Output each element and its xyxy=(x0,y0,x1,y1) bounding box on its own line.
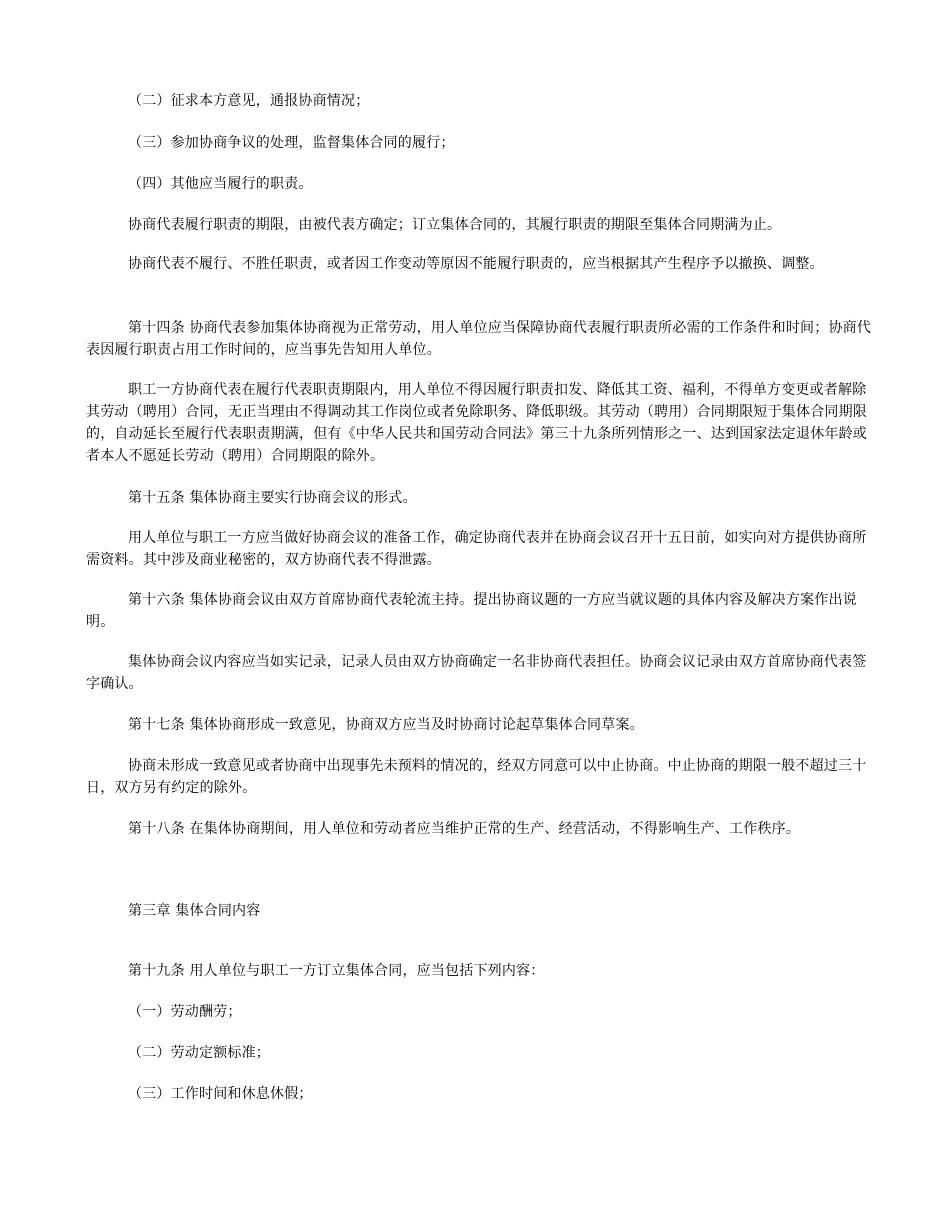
article-14: 第十四条 协商代表参加集体协商视为正常劳动，用人单位应当保障协商代表履行职责所必需的工作条件和时间；协商代表因履行职责占用工作时间的，应当事先告知用人单位。 xyxy=(86,320,872,358)
replacement-paragraph: 协商代表不履行、不胜任职责，或者因工作变动等原因不能履行职责的，应当根据其产生程序予以撤换、调整。 xyxy=(128,256,824,272)
content-item-1: （一）劳动酬劳； xyxy=(128,1004,242,1020)
content-item-3: （三）工作时间和休息休假； xyxy=(128,1086,313,1102)
article-16: 第十六条 集体协商会议由双方首席协商代表轮流主持。提出协商议题的一方应当就议题的具体内容及解决方案作出说明。 xyxy=(86,592,857,630)
clause-item-2: （二）征求本方意见，通报协商情况； xyxy=(128,93,370,109)
clause-item-3: （三）参加协商争议的处理，监督集体合同的履行； xyxy=(128,135,455,151)
article-15: 第十五条 集体协商主要实行协商会议的形式。 xyxy=(128,490,417,506)
chapter-title: 第三章 集体合同内容 xyxy=(128,903,261,919)
article-17: 第十七条 集体协商形成一致意见，协商双方应当及时协商讨论起草集体合同草案。 xyxy=(128,717,644,733)
article-19: 第十九条 用人单位与职工一方订立集体合同，应当包括下列内容： xyxy=(128,963,545,979)
content-item-2: （二）劳动定额标准； xyxy=(128,1045,270,1061)
article-18: 第十八条 在集体协商期间，用人单位和劳动者应当维护正常的生产、经营活动，不得影响生产、工作秩序。 xyxy=(128,821,801,837)
meeting-preparation-paragraph: 用人单位与职工一方应当做好协商会议的准备工作，确定协商代表并在协商会议召开十五日前，如实向对方提供协商所需资料。其中涉及商业秘密的，双方协商代表不得泄露。 xyxy=(86,530,867,568)
meeting-record-paragraph: 集体协商会议内容应当如实记录，记录人员由双方协商确定一名非协商代表担任。协商会议记录由双方首席协商代表签字确认。 xyxy=(86,654,867,692)
clause-item-4: （四）其他应当履行的职责。 xyxy=(128,176,313,192)
suspension-paragraph: 协商未形成一致意见或者协商中出现事先未预料的情况的，经双方同意可以中止协商。中止协商的期限一般不超过三十日，双方另有约定的除外。 xyxy=(86,758,867,796)
term-paragraph: 协商代表履行职责的期限，由被代表方确定；订立集体合同的，其履行职责的期限至集体合同期满为止。 xyxy=(128,217,782,233)
worker-representative-protection-paragraph: 职工一方协商代表在履行代表职责期限内，用人单位不得因履行职责扣发、降低其工资、福利，不得单方变更或者解除其劳动（聘用）合同，无正当理由不得调动其工作岗位或者免除职务、降低职级。其劳动（聘用）合同期限短于集体合同期限的，自动延长至履行代表职责期满，但有《中华人民共和国劳动合同法》第三十九条所列情形之一、达到国家法定退休年龄或者本人不愿延长劳动（聘用）合同期限的除外。 xyxy=(86,382,867,464)
